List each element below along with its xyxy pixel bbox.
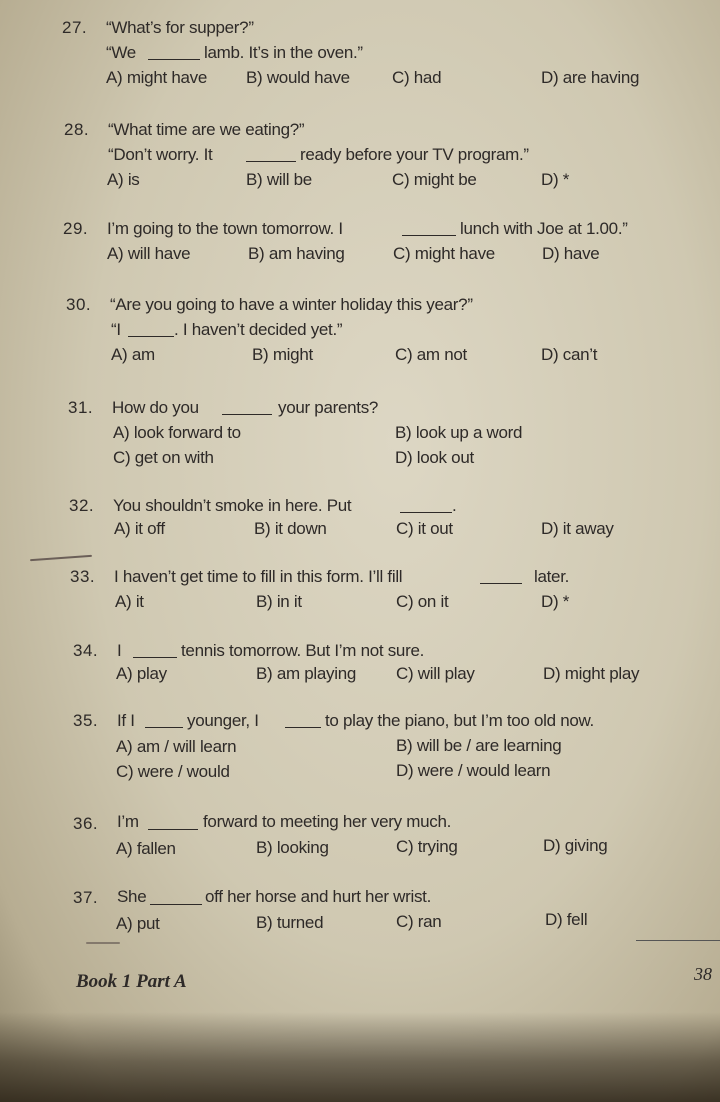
answer-blank xyxy=(148,815,198,830)
footer-rule xyxy=(636,940,720,941)
question-number: 35. xyxy=(73,711,99,730)
question-number: 34. xyxy=(73,641,99,660)
question-number: 31. xyxy=(68,398,94,417)
question-number: 28. xyxy=(64,120,90,139)
question-text: You shouldn’t smoke in here. Put xyxy=(113,496,352,515)
option-d: D) can’t xyxy=(541,345,598,364)
option-c: C) might have xyxy=(393,244,495,263)
option-d: D) might play xyxy=(543,664,640,683)
option-a: A) look forward to xyxy=(113,423,241,442)
question-number: 27. xyxy=(62,18,88,37)
option-b: B) it down xyxy=(254,519,327,538)
answer-blank xyxy=(400,498,452,513)
answer-blank xyxy=(145,713,183,728)
option-a: A) am / will learn xyxy=(116,737,237,756)
question-text: How do you xyxy=(112,398,199,417)
question-text: I’m going to the town tomorrow. I xyxy=(107,219,343,238)
question-text: forward to meeting her very much. xyxy=(203,812,452,831)
pen-mark xyxy=(86,942,120,944)
option-b: B) will be / are learning xyxy=(396,736,562,755)
option-b: B) turned xyxy=(256,913,324,932)
option-a: A) it xyxy=(115,592,144,611)
option-b: B) look up a word xyxy=(395,423,523,442)
question-text: She xyxy=(117,887,147,906)
question-text: . xyxy=(452,496,457,515)
option-b: B) am playing xyxy=(256,664,357,683)
pen-mark xyxy=(30,555,92,561)
option-b: B) am having xyxy=(248,244,345,263)
question-text: to play the piano, but I’m too old now. xyxy=(325,711,594,730)
option-c: C) on it xyxy=(396,592,449,611)
option-d: D) * xyxy=(541,592,570,611)
question-text: ready before your TV program.” xyxy=(300,145,529,164)
option-d: D) fell xyxy=(545,910,588,929)
option-d: D) were / would learn xyxy=(396,761,551,780)
question-number: 37. xyxy=(73,888,99,907)
option-c: C) ran xyxy=(396,912,442,931)
option-c: C) am not xyxy=(395,345,467,364)
option-c: C) were / would xyxy=(116,762,230,781)
answer-blank xyxy=(133,643,177,658)
photo-shadow xyxy=(0,1012,720,1102)
question-text: “What’s for supper?” xyxy=(106,18,254,37)
option-c: C) it out xyxy=(396,519,453,538)
question-text: If I xyxy=(117,711,135,730)
question-text: I’m xyxy=(117,812,139,831)
option-b: B) in it xyxy=(256,592,302,611)
option-d: D) giving xyxy=(543,836,608,855)
option-a: A) will have xyxy=(107,244,191,263)
option-b: B) would have xyxy=(246,68,350,87)
option-c: C) had xyxy=(392,68,442,87)
question-text: I xyxy=(117,641,122,660)
question-number: 29. xyxy=(63,219,89,238)
option-d: D) * xyxy=(541,170,570,189)
answer-blank xyxy=(150,890,202,905)
option-b: B) might xyxy=(252,345,313,364)
option-b: B) will be xyxy=(246,170,312,189)
question-text: off her horse and hurt her wrist. xyxy=(205,887,432,906)
question-number: 33. xyxy=(70,567,96,586)
option-c: C) get on with xyxy=(113,448,214,467)
question-number: 36. xyxy=(73,814,99,833)
option-a: A) it off xyxy=(114,519,165,538)
page-number: 38 xyxy=(694,964,712,984)
question-number: 30. xyxy=(66,295,92,314)
question-text: lunch with Joe at 1.00.” xyxy=(460,219,628,238)
question-text: I haven’t get time to fill in this form. I’ll fill xyxy=(114,567,403,586)
option-d: D) it away xyxy=(541,519,614,538)
footer-book-title: Book 1 Part A xyxy=(76,971,187,992)
answer-blank xyxy=(148,45,200,60)
option-c: C) will play xyxy=(396,664,475,683)
question-text: “Are you going to have a winter holiday this year?” xyxy=(110,295,473,314)
option-d: D) look out xyxy=(395,448,474,467)
question-text: “I xyxy=(111,320,121,339)
option-a: A) play xyxy=(116,664,167,683)
answer-blank xyxy=(222,400,272,415)
option-d: D) have xyxy=(542,244,600,263)
answer-blank xyxy=(480,569,522,584)
option-a: A) put xyxy=(116,914,160,933)
question-text: your parents? xyxy=(278,398,379,417)
question-text: lamb. It’s in the oven.” xyxy=(204,43,363,62)
option-a: A) is xyxy=(107,170,140,189)
question-text: “Don’t worry. It xyxy=(108,145,213,164)
question-text: tennis tomorrow. But I’m not sure. xyxy=(181,641,425,660)
option-c: C) trying xyxy=(396,837,458,856)
answer-blank xyxy=(285,713,321,728)
answer-blank xyxy=(402,221,456,236)
answer-blank xyxy=(246,147,296,162)
option-a: A) fallen xyxy=(116,839,176,858)
question-text: . I haven’t decided yet.” xyxy=(174,320,343,339)
option-c: C) might be xyxy=(392,170,477,189)
question-text: “What time are we eating?” xyxy=(108,120,305,139)
option-b: B) looking xyxy=(256,838,329,857)
question-number: 32. xyxy=(69,496,95,515)
option-a: A) am xyxy=(111,345,155,364)
question-text: “We xyxy=(106,43,136,62)
question-text: younger, I xyxy=(187,711,259,730)
answer-blank xyxy=(128,322,174,337)
option-a: A) might have xyxy=(106,68,207,87)
option-d: D) are having xyxy=(541,68,640,87)
question-text: later. xyxy=(534,567,570,586)
